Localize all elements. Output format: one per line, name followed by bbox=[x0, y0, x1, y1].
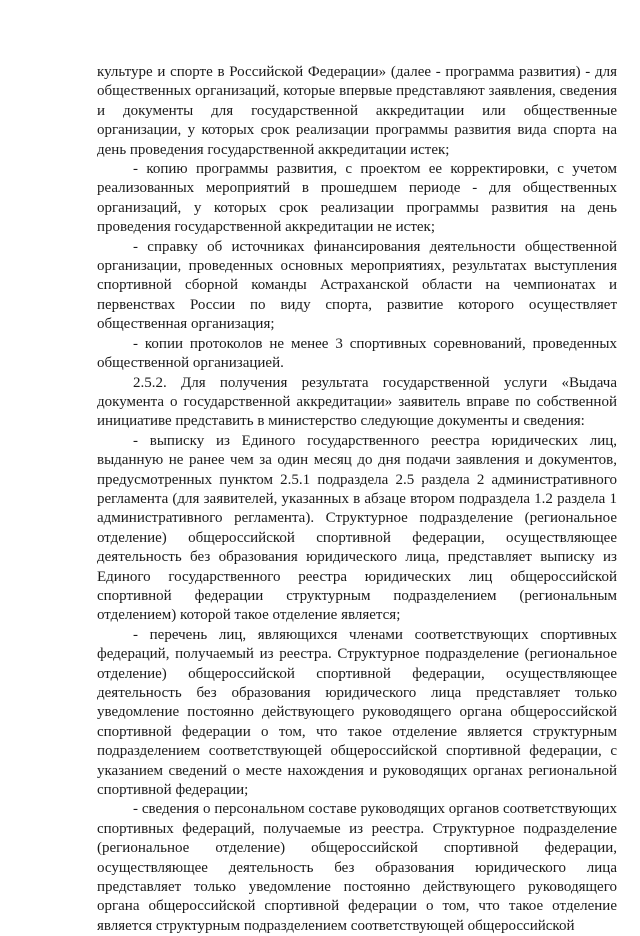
document-body bbox=[97, 63, 617, 936]
paragraph-program-continuation: культуре и спорте в Российской Федерации» (далее - программа развития) - для общественных организаций, которые впервые представляют заявления, сведения и документы для государственной аккредитации или общественные организации, у которых срок реализации программы развития вида спорта на день проведения государственной аккредитации истек; bbox=[97, 64, 617, 158]
paragraph-program-copy: - копию программы развития, с проектом ее корректировки, с учетом реализованных мероприятий в прошедшем периоде - для общественных организаций, у которых срок реализации программы развития на день проведения государственной аккредитации не истек; bbox=[97, 161, 617, 236]
paragraph-members-list: - перечень лиц, являющихся членами соответствующих спортивных федераций, получаемый из реестра. Структурное подразделение (региональное отделение) общероссийской спортивной федерации, осуществляющее деятельность без образования юридического лица представляет только уведомление постоянно действующего руководящего органа общероссийской спортивной федерации о том, что такое отделение является структурным подразделением соответствующей общероссийской спортивной федерации, с указанием сведений о месте нахождения и руководящих органах региональной спортивной федерации; bbox=[97, 626, 617, 799]
paragraph-registry-extract: - выписку из Единого государственного реестра юридических лиц, выданную не ранее чем за один месяц до дня подачи заявления и документов, предусмотренных пунктом 2.5.1 подраздела 2.5 раздела 2 административного регламента (для заявителей, указанных в абзаце втором подраздела 1.2 раздела 1 административного регламента). Структурное подразделение (региональное отделение) общероссийской спортивной федерации, осуществляющее деятельность без образования юридического лица, представляет выписку из Единого государственного реестра юридических лиц общероссийской спортивной федерации структурным подразделением (региональным отделением) которой такое отделение является; bbox=[97, 432, 617, 624]
paragraph-financing-certificate: - справку об источниках финансирования деятельности общественной организации, проведенных основных мероприятиях, результатах выступления спортивной сборной команды Астраханской области на чемпионатах и первенствах России по виду спорта, развитие которого осуществляет общественная организация; bbox=[97, 238, 617, 333]
paragraph-governing-bodies: - сведения о персональном составе руководящих органов соответствующих спортивных федераций, получаемые из реестра. Структурное подразделение (региональное отделение) общероссийской спортивной федерации, осуществляющее деятельность без образования юридического лица представляет только уведомление постоянно действующего руководящего органа общероссийской спортивной федерации о том, что такое отделение является структурным подразделением соответствующей общероссийской bbox=[97, 801, 617, 934]
paragraph-section-2-5-2: 2.5.2. Для получения результата государственной услуги «Выдача документа о государственной аккредитации» заявитель вправе по собственной инициативе представить в министерство следующие документы и сведения: bbox=[97, 374, 617, 430]
paragraph-competition-protocols: - копии протоколов не менее 3 спортивных соревнований, проведенных общественной организацией. bbox=[97, 335, 617, 372]
